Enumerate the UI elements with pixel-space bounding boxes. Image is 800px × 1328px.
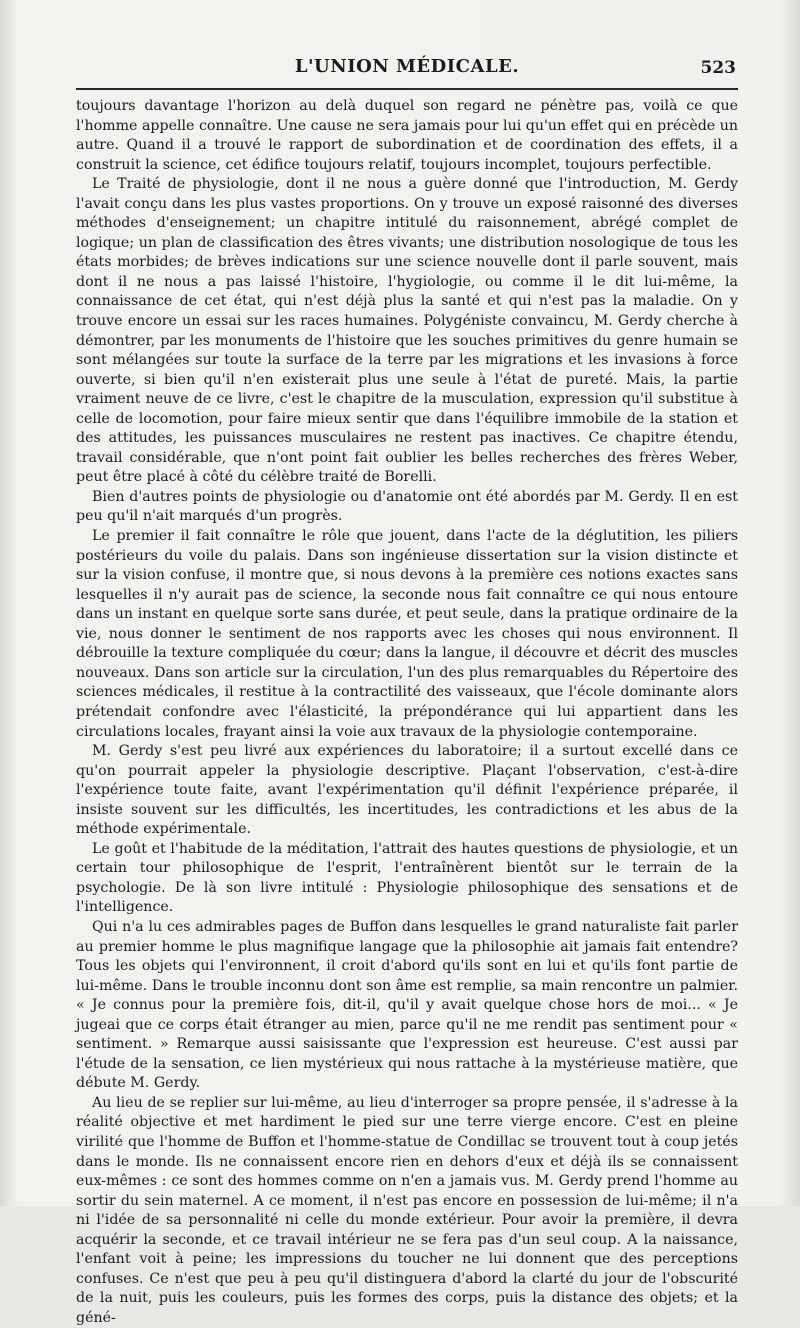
page-number: 523: [700, 58, 736, 78]
paragraph: Le goût et l'habitude de la méditation, l'attrait des hautes questions de physiologie, et un certain tour philosophique de l'esprit, l'entraînèrent bientôt sur le terrain de la psychologie. De là son livre intitulé : Physiologie philosophique des sensations et de l'intelligence.: [76, 840, 738, 916]
page-header: [76, 56, 738, 86]
article-body: [76, 97, 738, 1328]
running-title: L'UNION MÉDICALE.: [294, 56, 520, 77]
paragraph: M. Gerdy s'est peu livré aux expériences du laboratoire; il a surtout excellé dans ce qu'on pourrait appeler la physiologie descriptive. Plaçant l'observation, c'est-à-dire l'expérience toute faite, avant l'expérimentation qu'il définit l'expérience préparée, il insiste souvent sur les difficultés, les incertitudes, les contradictions et les abus de la méthode expérimentale.: [76, 743, 738, 838]
paragraph: toujours davantage l'horizon au delà duquel son regard ne pénètre pas, voilà ce que l'homme appelle connaître. Une cause ne sera jamais pour lui qu'un effet qui en précède un autre. Quand il a trouvé le rapport de subordination et de coordination des effets, il a construit la science, cet édifice toujours relatif, toujours incomplet, toujours perfectible.: [76, 98, 738, 173]
paragraph: Au lieu de se replier sur lui-même, au lieu d'interroger sa propre pensée, il s'adresse à la réalité objective et met hardiment le pied sur une terre vierge encore. C'est en pleine virilité que l'homme de Buffon et l'homme-statue de Condillac se trouvent tout à coup jetés dans le monde. Ils ne connaissent encore rien en dehors d'eux et déjà ils se connaissent eux-mêmes : ce sont des hommes comme on n'en a jamais vus. M. Gerdy prend l'homme au sortir du sein maternel. A ce moment, il n'est pas encore en possession de lui-même; il n'a ni l'idée de sa personnalité ni celle du monde extérieur. Pour avoir la première, il devra acquérir la seconde, et ce travail intérieur ne se fera pas d'un seul coup. A la naissance, l'enfant voit à peine; les impressions du toucher ne lui donnent que des perceptions confuses. Ce n'est que peu à peu qu'il distinguera d'abord la clarté du jour de l'obscurité de la nuit, puis les couleurs, puis les formes des corps, puis la distance des objets; et la géné-: [76, 1094, 738, 1326]
paragraph: Qui n'a lu ces admirables pages de Buffon dans lesquelles le grand naturaliste fait parler au premier homme le plus magnifique langage que la philosophie ait jamais fait entendre? Tous les objets qui l'environnent, il croit d'abord qu'ils sont en lui et qu'ils font partie de lui-même. Dans le trouble inconnu dont son âme est remplie, sa main rencontre un palmier. « Je connus pour la première fois, dit-il, qu'il y avait quelque chose hors de moi... « Je jugeai que ce corps était étranger au mien, parce qu'il ne me rendit pas sentiment pour « sentiment. » Remarque aussi saisissante que l'expression est heureuse. C'est aussi par l'étude de la sensation, ce lien mystérieux qui nous rattache à la mystérieuse matière, que débute M. Gerdy.: [76, 918, 738, 1092]
paragraph: Bien d'autres points de physiologie ou d'anatomie ont été abordés par M. Gerdy. Il en est peu qu'il n'ait marqués d'un progrès.: [76, 488, 738, 525]
paragraph: Le premier il fait connaître le rôle que jouent, dans l'acte de la déglutition, les piliers postérieurs du voile du palais. Dans son ingénieuse dissertation sur la vision distincte et sur la vision confuse, il montre que, si nous devons à la première ces notions exactes sans lesquelles il n'y aurait pas de science, la seconde nous fait connaître ce qui nous entoure dans un instant en quelque sorte sans durée, et peut seule, dans la pratique ordinaire de la vie, nous donner le sentiment de nos rapports avec les choses qui nous environnent. Il débrouille la texture compliquée du cœur; dans la langue, il découvre et décrit des muscles nouveaux. Dans son article sur la circulation, l'un des plus remarquables du Répertoire des sciences médicales, il restitue à la contractilité des vaisseaux, que l'école dominante alors prétendait confondre avec l'élasticité, la prépondérance qui lui appartient dans les circulations locales, frayant ainsi la voie aux travaux de la physiologie contemporaine.: [76, 528, 738, 740]
header-rule: [76, 88, 738, 90]
paragraph: Le Traité de physiologie, dont il ne nous a guère donné que l'introduction, M. Gerdy l'avait conçu dans les plus vastes proportions. On y trouve un exposé raisonné des diverses méthodes d'enseignement; un chapitre intitulé du raisonnement, abrégé complet de logique; un plan de classification des êtres vivants; une distribution nosologique de tous les états morbides; de brèves indications sur une science nouvelle dont il parle souvent, mais dont il ne nous a pas laissé l'histoire, l'hygiologie, ou comme il le dit lui-même, la connaissance de cet état, qui n'est déjà plus la santé et qui n'est pas la maladie. On y trouve encore un essai sur les races humaines. Polygéniste convaincu, M. Gerdy cherche à démontrer, par les monuments de l'histoire que les souches primitives du genre humain se sont mélangées sur toute la surface de la terre par les migrations et les invasions à force ouverte, si bien qu'il n'en existerait plus une seule à l'état de pureté. Mais, la partie vraiment neuve de ce livre, c'est le chapitre de la musculation, expression qu'il substitue à celle de locomotion, pour faire mieux sentir que dans l'équilibre immobile de la station et des attitudes, les puissances musculaires ne restent pas inactives. Ce chapitre étendu, travail considérable, que n'ont point fait oublier les belles recherches des frères Weber, peut être placé à côté du célèbre traité de Borelli.: [76, 176, 738, 486]
